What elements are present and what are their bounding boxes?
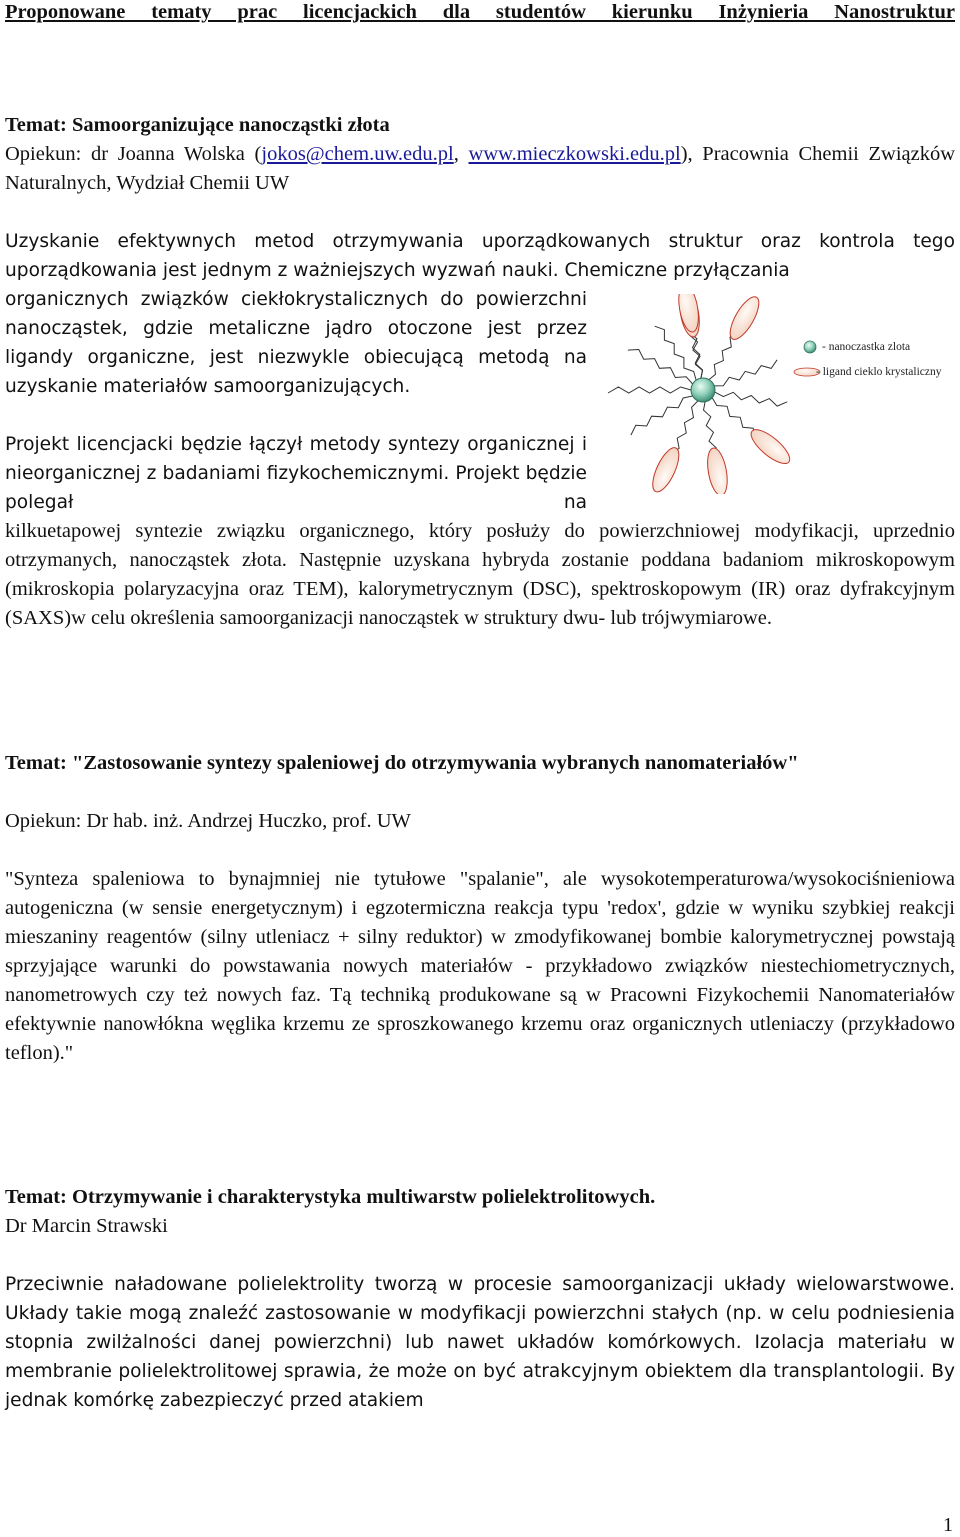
legend-particle-label: - nanoczastka zlota	[822, 341, 911, 353]
topic1-paragraph-narrow-1: organicznych związków ciekłokrystalicznych do powierzchni nanocząstek, gdzie metaliczne jądro otoczone jest przez ligandy organiczne, jest niezwykle obiecującą metodą na uzyskanie materiałów samoorganizujących.	[5, 289, 587, 397]
topic3-title: Temat: Otrzymywanie i charakterystyka multiwarstw polielektrolitowych.	[5, 1186, 656, 1208]
mesogen-ellipse	[648, 444, 685, 494]
ligand-mesogens	[648, 294, 795, 494]
topic1-supervisor-suffix: ), Pracownia Chemii Związków Naturalnych, Wydział Chemii UW	[5, 143, 956, 194]
ligand-chain	[714, 360, 777, 386]
topic1-supervisor	[5, 140, 955, 198]
gold-nanoparticle-core	[691, 378, 715, 402]
mesogen-ellipse	[746, 424, 794, 469]
topic1-paragraph-rest: kilkuetapowej syntezie związku organicznego, który posłuży do powierzchniowej modyfikacji, uprzednio otrzymanych, nanocząstek złota. Następnie uzyskana hybryda zostanie poddana badaniom mikroskopowym (mikroskopia polaryzacyjna oraz TEM), kalorymetrycznym (DSC), spektroskopowym (IR) oraz dyfrakcyjnym (SAXS)w celu określenia samoorganizacji nanocząstek w struktury dwu- lub trójwymiarowe.	[5, 520, 955, 629]
topic1-separator: ,	[453, 143, 469, 165]
topic2-title: Temat: "Zastosowanie syntezy spaleniowej do otrzymywania wybranych nanomateriałów"	[5, 752, 799, 774]
topic1-intro-paragraph: Uzyskanie efektywnych metod otrzymywania uporządkowanych struktur oraz kontrola tego uporządkowania jest jednym z ważniejszych wyzwań nauki. Chemiczne przyłączania	[5, 231, 955, 281]
nanoparticle-diagram	[600, 294, 955, 494]
topic3-body: Przeciwnie naładowane polielektrolity tworzą w procesie samoorganizacji układy wielowarstwowe. Układy takie mogą znaleźć zastosowanie w modyfikacji powierzchni stałych (np. w celu podniesienia stopnia zwilżalności danej powierzchni) lub nawet układów komórkowych. Izolacja materiału w membranie polielektrolitowej sprawia, że może on być atrakcyjnym obiektem dla transplantologii. By jednak komórkę zabezpieczyć przed atakiem	[5, 1274, 955, 1411]
document-title: Proponowane tematy prac licencjackich dla studentów kierunku Inżynieria Nanostruktur	[5, 1, 955, 23]
topic2-body: "Synteza spaleniowa to bynajmniej nie tytułowe "spalanie", ale wysokotemperaturowa/wysokociśnieniowa autogeniczna (w sensie energetycznym) i egzotermiczna reakcja typu 'redox', gdzie w wyniku szybkiej reakcji mieszaniny reagentów (silny utleniacz + silny reduktor) w zmodyfikowanej bombie kalorymetrycznej powstają sprzyjające warunki do powstawania nowych materiałów - przykładowo związków niestechiometrycznych, nanometrowych czy też nowych faz. Tą techniką produkowane są w Pracowni Fizykochemii Nanomateriałów efektywnie nanowłókna węglika krzemu ze sproszkowanego krzemu oraz organicznych utleniaczy (przykładowo teflon)."	[5, 868, 955, 1064]
topic1-title: Temat: Samoorganizujące nanocząstki złota	[5, 114, 390, 136]
mesogen-ellipse	[704, 447, 730, 494]
topic1-website-link[interactable]: www.mieczkowski.edu.pl	[468, 143, 681, 165]
topic1-supervisor-prefix: Opiekun: dr Joanna Wolska (	[5, 143, 262, 165]
ligand-chain	[628, 350, 693, 385]
legend-particle-icon	[804, 341, 816, 353]
mesogen-ellipse	[725, 294, 765, 343]
topic1-paragraph-narrow-2: Projekt licencjacki będzie łączył metody syntezy organicznej i nieorganicznej z badaniami fizykochemicznymi. Projekt będzie polegał na	[5, 434, 587, 513]
topic1-email-link[interactable]: jokos@chem.uw.edu.pl	[261, 143, 454, 165]
ligand-chain	[608, 387, 691, 393]
nanoparticle-figure	[600, 294, 955, 494]
topic2-supervisor: Opiekun: Dr hab. inż. Andrzej Huczko, prof. UW	[5, 810, 411, 832]
topic3-supervisor: Dr Marcin Strawski	[5, 1215, 168, 1237]
ligand-chain	[631, 396, 693, 435]
legend-ligand-label: - ligand cieklo krystaliczny	[816, 366, 942, 378]
page-number: 1	[943, 1514, 953, 1536]
ligand-chain	[715, 392, 787, 406]
